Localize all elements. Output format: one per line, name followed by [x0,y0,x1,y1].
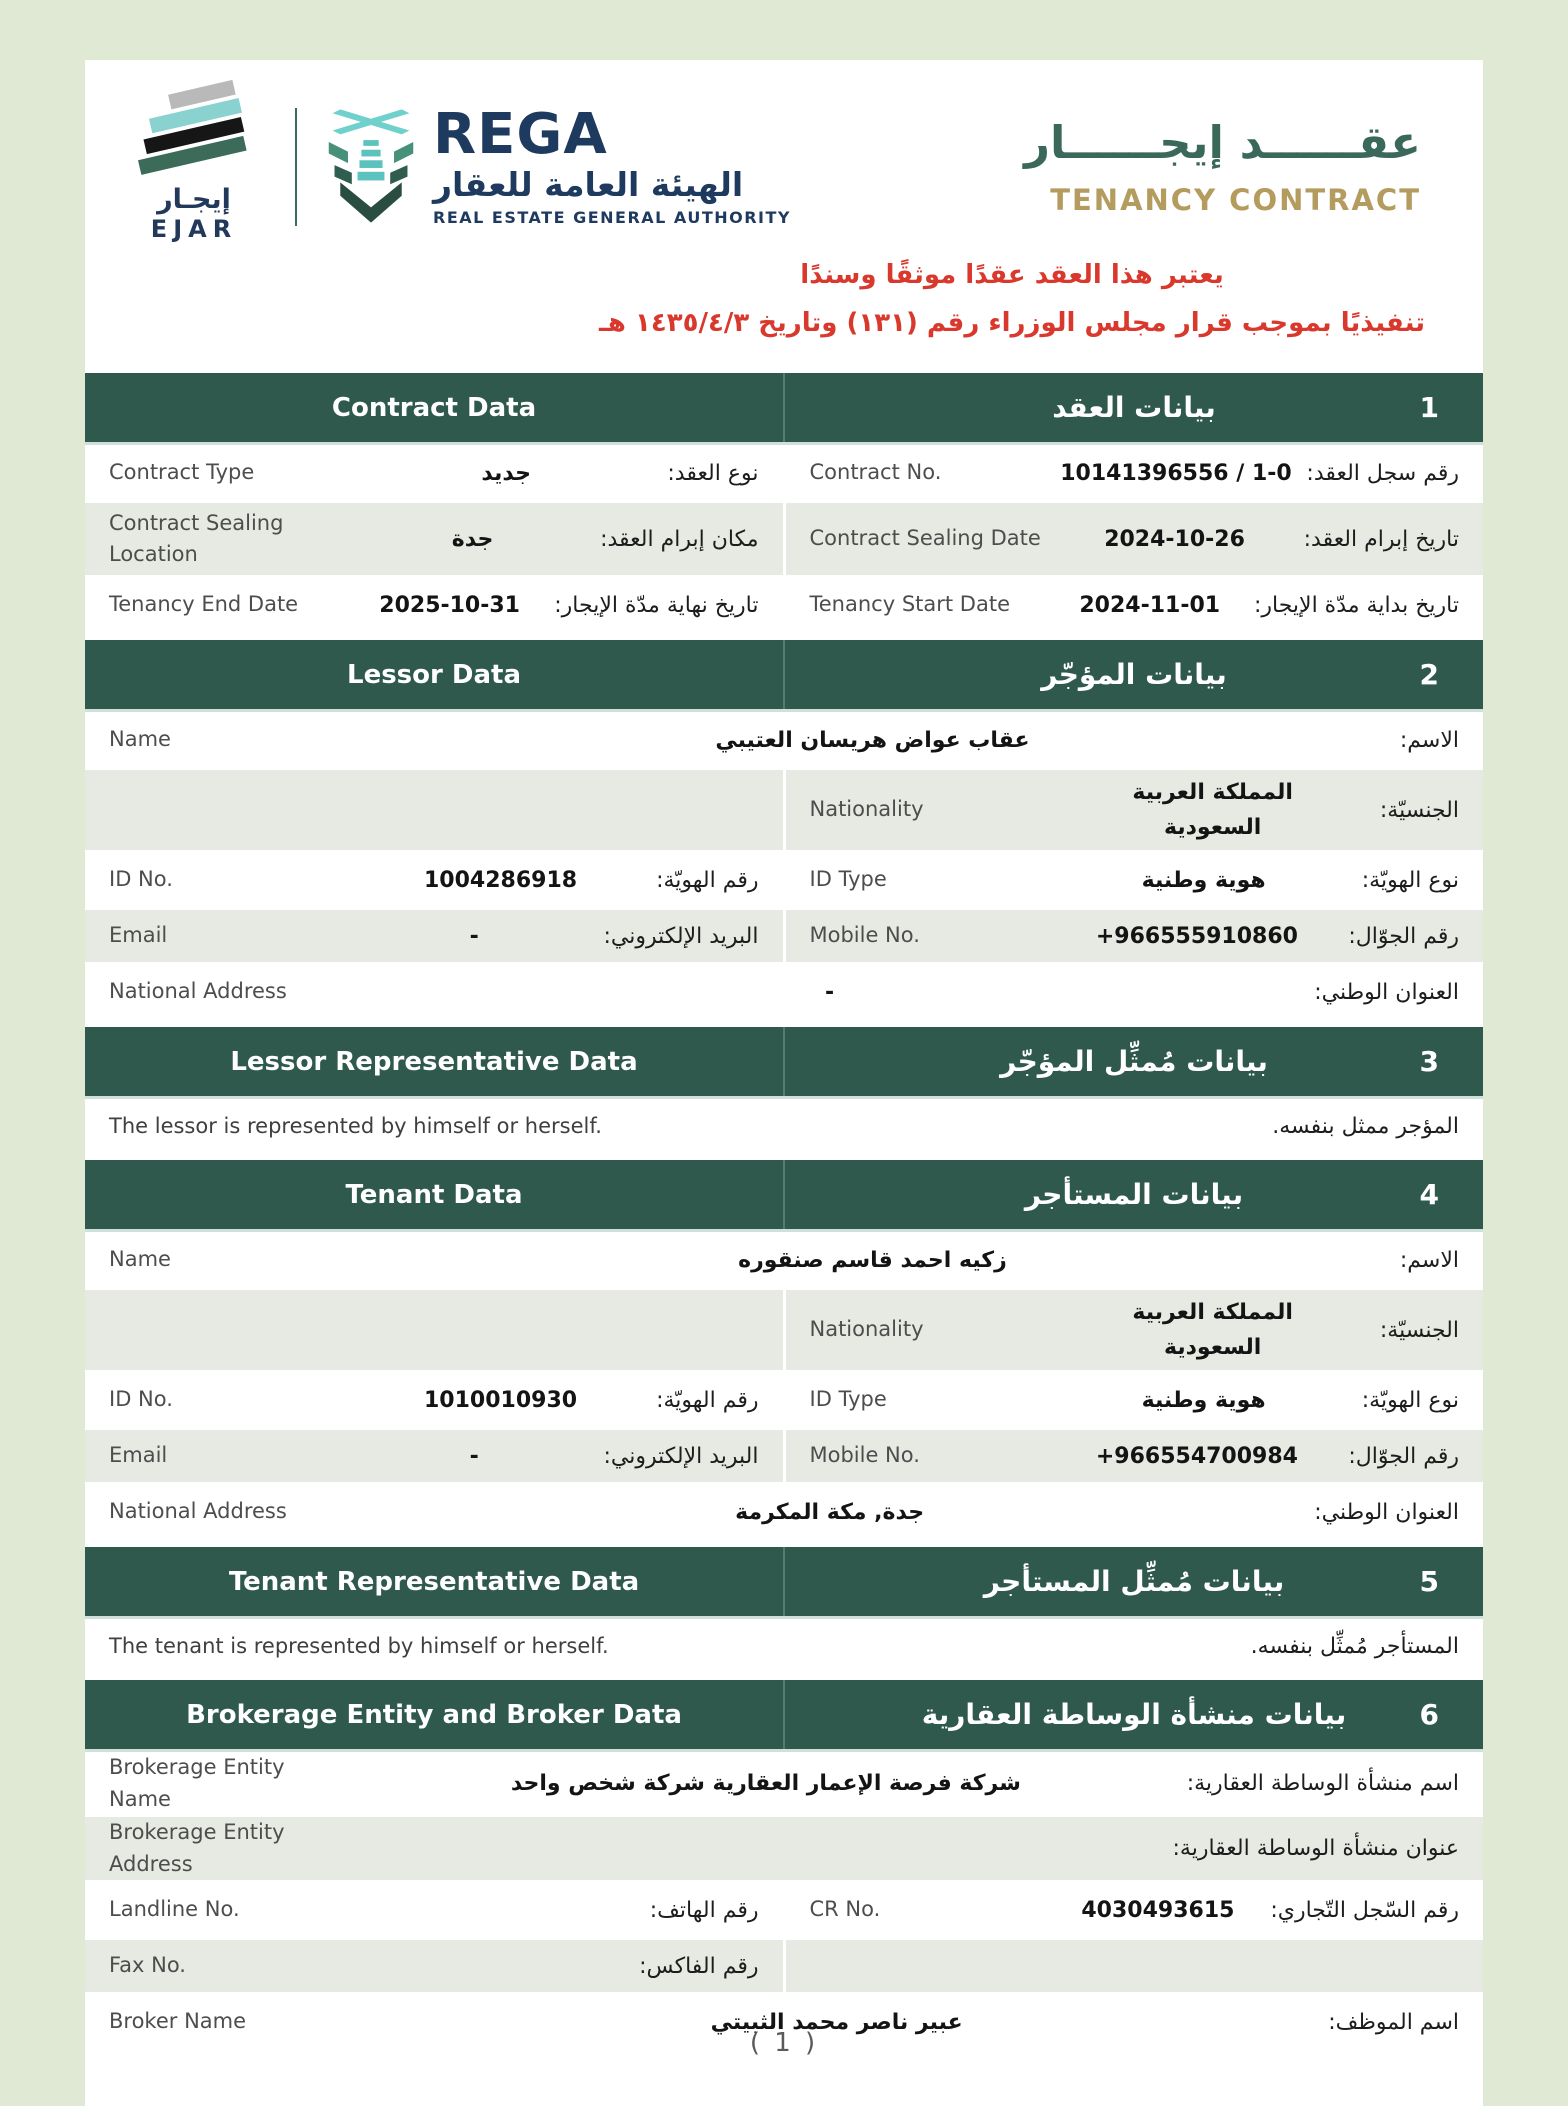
legal-notice-line2: تنفيذيًا بموجب قرار مجلس الوزراء رقم (١٣١) وتاريخ ١٤٣٥/٤/٣ هـ [599,308,1425,339]
field-value: 10141396556 / 1-0 [1060,460,1292,486]
rega-english-name: REAL ESTATE GENERAL AUTHORITY [433,207,791,227]
field-label-ar: نوع العقد: [667,460,759,486]
field-label-ar: اسم الموظف: [1328,2009,1459,2035]
statement-ar: المؤجر ممثل بنفسه. [1272,1113,1459,1139]
row-tenant-name [85,1232,1483,1288]
field-label-ar: تاريخ بداية مدّة الإيجار: [1253,592,1459,618]
legal-notice-line1: يعتبر هذا العقد عقدًا موثقًا وسندًا [800,260,1224,290]
field-label-ar: رقم سجل العقد: [1306,460,1459,486]
field-label-en: Contract Type [109,460,255,485]
field-label-en: ID No. [109,1387,173,1412]
field-value: 4030493615 [1081,1897,1235,1923]
field-label-en: Brokerage Entity Name [109,1755,285,1811]
rega-arabic-name: الهيئة العامة للعقار [433,164,744,204]
field-label-ar: تاريخ نهاية مدّة الإيجار: [554,592,759,618]
section-number: 2 [1419,658,1439,692]
section-title-en: Tenant Data [345,1179,523,1210]
section-header-contract-data [85,373,1483,445]
field-label-ar: رقم السّجل التّجاري: [1270,1897,1459,1923]
rega-palm-icon [323,106,419,228]
section-title-en: Tenant Representative Data [228,1566,640,1597]
field-label-en: Email [109,923,168,948]
logo-divider [295,108,297,226]
section-title-ar: بيانات منشأة الوساطة العقارية [921,1698,1347,1732]
statement-ar: المستأجر مُمثِّل بنفسه. [1250,1633,1459,1659]
field-label-ar: الاسم: [1399,727,1459,753]
field-label-en: Tenancy Start Date [809,592,1010,617]
logos-group [119,90,791,243]
section-header-lessor-representative [85,1027,1483,1099]
field-label-en: National Address [109,1499,287,1524]
contract-title-english: TENANCY CONTRACT [1050,183,1421,217]
row-lessor-name [85,712,1483,768]
field-label-en: Landline No. [109,1897,240,1922]
field-value: شركة فرصة الإعمار العقارية شركة شخص واحد [510,1771,1021,1797]
field-label-en: National Address [109,979,287,1004]
field-label-en: ID Type [809,867,887,892]
field-value: 1010010930 [423,1387,578,1413]
section-title-en: Lessor Data [347,659,521,690]
section-header-brokerage [85,1680,1483,1752]
row-tenant-nationality [85,1288,1483,1372]
field-label-ar: رقم الهويّة: [656,867,759,893]
field-label-ar: الاسم: [1399,1247,1459,1273]
field-label-ar: مكان إبرام العقد: [600,526,759,552]
field-value: زكيه احمد قاسم صنقوره [738,1247,1007,1273]
field-value: 2025-10-31 [379,592,520,618]
field-value: هوية وطنية [1141,867,1266,893]
section-number: 1 [1419,391,1439,425]
statement-en: The tenant is represented by himself or herself. [109,1634,609,1659]
field-label-en: Contract Sealing Location [109,510,284,567]
row-tenant-contact [85,1428,1483,1484]
field-label-ar: البريد الإلكتروني: [603,923,759,949]
section-title-ar: بيانات مُمثِّل المستأجر [983,1565,1285,1599]
field-label-ar: اسم منشأة الوساطة العقارية: [1186,1771,1459,1797]
ejar-logo [119,90,269,243]
field-value: المملكة العربية السعودية [1132,780,1293,841]
field-value: +966555910860 [1095,923,1298,949]
section-header-tenant-representative [85,1547,1483,1619]
section-title-ar: بيانات المستأجر [1024,1178,1244,1212]
field-value: - [469,923,479,949]
row-lessor-national-address [85,964,1483,1020]
field-value: 2024-10-26 [1104,526,1245,552]
field-label-en: Name [109,1247,171,1272]
field-value: جديد [481,460,531,486]
row-landline-cr [85,1882,1483,1938]
section-number: 6 [1419,1698,1439,1732]
section-number: 3 [1419,1045,1439,1079]
page-number: ( 1 ) [749,2028,819,2058]
field-value: 1004286918 [423,867,578,893]
row-tenancy-dates [85,577,1483,633]
tenancy-contract-document [85,60,1483,2106]
row-fax [85,1938,1483,1994]
field-label-ar: نوع الهويّة: [1361,867,1459,893]
field-label-en: Nationality [809,1317,924,1342]
field-label-en: CR No. [809,1897,881,1922]
section-title-en: Brokerage Entity and Broker Data [186,1699,682,1730]
section-title-en: Lessor Representative Data [230,1046,638,1077]
rega-logo-text [433,101,791,227]
row-contract-type-no [85,445,1483,501]
legal-notice [597,251,1427,347]
contract-title-arabic: عقــــــد إيجــــــار [1024,116,1421,169]
field-label-ar: رقم الفاكس: [639,1953,759,1979]
section-title-en: Contract Data [331,392,537,423]
rega-logo [323,101,791,228]
field-label-en: Contract No. [809,460,942,485]
row-tenant-national-address [85,1484,1483,1540]
row-lessor-contact [85,908,1483,964]
field-label-en: Broker Name [109,2009,247,2034]
field-value: - [825,979,835,1005]
field-label-en: Mobile No. [809,923,920,948]
field-label-ar: عنوان منشأة الوساطة العقارية: [1172,1836,1459,1862]
section-title-ar: بيانات مُمثِّل المؤجّر [1000,1045,1268,1079]
field-label-ar: رقم الهاتف: [649,1897,759,1923]
section-header-tenant-data [85,1160,1483,1232]
field-label-ar: العنوان الوطني: [1314,1499,1459,1525]
ejar-stripes-icon [125,78,263,195]
field-label-ar: العنوان الوطني: [1314,979,1459,1005]
field-label-ar: رقم الهويّة: [656,1387,759,1413]
field-value: جدة, مكة المكرمة [735,1499,925,1525]
field-label-en: Name [109,727,171,752]
section-title-ar: بيانات المؤجّر [1041,658,1227,692]
field-value: هوية وطنية [1141,1387,1266,1413]
field-label-ar: رقم الجوّال: [1348,1443,1459,1469]
field-label-ar: نوع الهويّة: [1361,1387,1459,1413]
field-value: - [469,1443,479,1469]
field-value: 2024-11-01 [1079,592,1221,618]
row-lessor-nationality [85,768,1483,852]
field-label-en: Fax No. [109,1953,186,1978]
section-title-ar: بيانات العقد [1052,391,1216,425]
ejar-logo-arabic: إيجـار [157,184,231,215]
contract-title-block [1024,116,1435,217]
field-value: عبير ناصر محمد الثبيتي [710,2009,963,2035]
field-label-en: Nationality [809,797,924,822]
field-label-ar: الجنسيّة: [1379,1317,1459,1343]
row-tenant-representative-statement [85,1619,1483,1673]
field-label-en: ID Type [809,1387,887,1412]
field-label-en: Mobile No. [809,1443,920,1468]
document-header [85,60,1483,249]
field-label-en: Contract Sealing Date [809,526,1041,551]
row-brokerage-entity-name [85,1752,1483,1815]
field-label-ar: رقم الجوّال: [1348,923,1459,949]
row-lessor-representative-statement [85,1099,1483,1153]
rega-wordmark: REGA [433,101,608,167]
section-header-lessor-data [85,640,1483,712]
ejar-logo-latin: EJAR [150,215,238,243]
section-number: 5 [1419,1565,1439,1599]
field-label-en: Tenancy End Date [109,592,299,617]
field-label-ar: تاريخ إبرام العقد: [1303,526,1459,552]
row-sealing [85,501,1483,577]
field-value: عقاب عواض هريسان العتيبي [715,727,1030,753]
statement-en: The lessor is represented by himself or herself. [109,1114,602,1139]
field-label-en: Email [109,1443,168,1468]
row-lessor-id [85,852,1483,908]
field-label-ar: الجنسيّة: [1379,797,1459,823]
field-label-en: ID No. [109,867,173,892]
field-value: جدة [451,526,494,552]
field-value: المملكة العربية السعودية [1132,1300,1293,1361]
field-value: +966554700984 [1095,1443,1298,1469]
section-number: 4 [1419,1178,1439,1212]
row-tenant-id [85,1372,1483,1428]
field-label-en: Brokerage Entity Address [109,1820,285,1876]
row-brokerage-entity-address [85,1815,1483,1882]
field-label-ar: البريد الإلكتروني: [603,1443,759,1469]
